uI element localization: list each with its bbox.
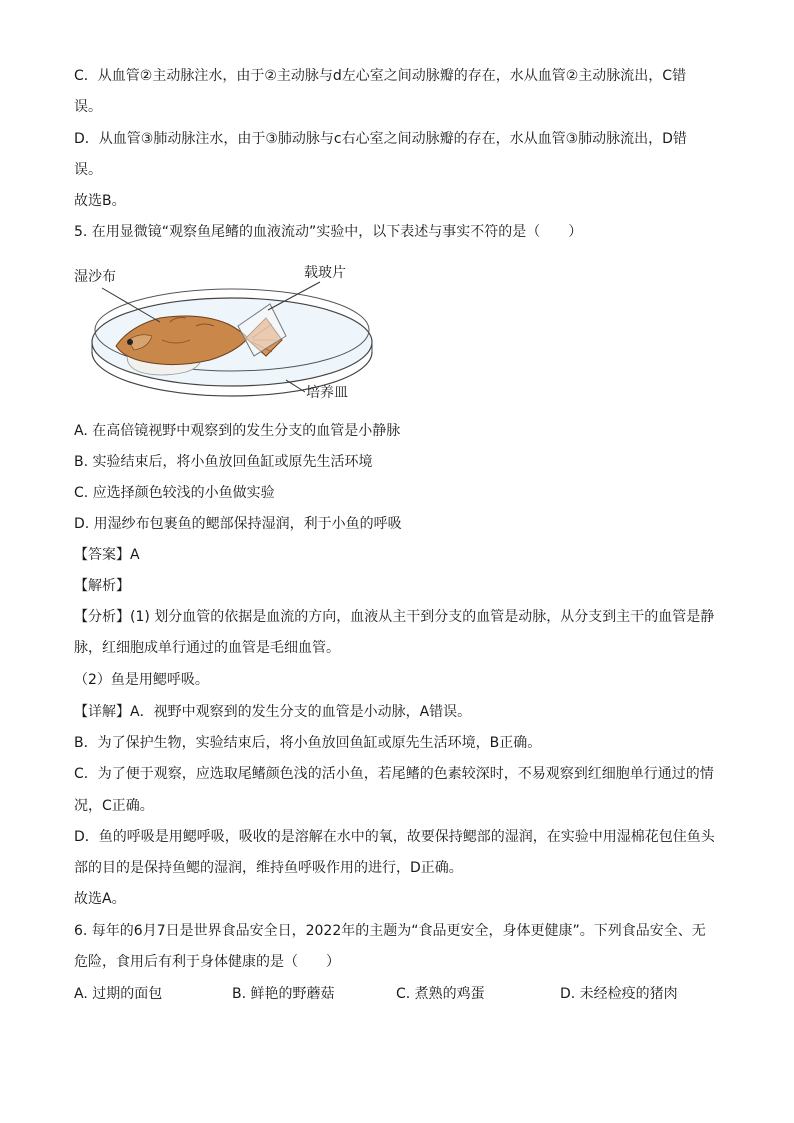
q6-option-d: D. 未经检疫的猪肉 [560,986,678,1002]
analysis-line: 部的目的是保持鱼鳃的湿润，维持鱼呼吸作用的进行，D正确。 [74,860,463,876]
wet-gauze-label: 湿沙布 [74,269,116,285]
petri-dish-label: 培养皿 [306,385,348,401]
text-line: D．从血管③肺动脉注水，由于③肺动脉与c右心室之间动脉瓣的存在，水从血管③肺动脉流出，D错 [74,131,687,147]
q6-option-a: A. 过期的面包 [74,986,163,1002]
analysis-line: （2）鱼是用鳃呼吸。 [74,672,209,688]
analysis-line: 脉，红细胞成单行通过的血管是毛细血管。 [74,640,340,656]
q6-option-c: C. 煮熟的鸡蛋 [396,986,485,1002]
analysis-line: 故选A。 [74,891,126,907]
analysis-heading: 【解析】 [74,578,130,594]
analysis-line: B．为了保护生物，实验结束后，将小鱼放回鱼缸或原先生活环境，B正确。 [74,735,542,751]
analysis-line: D．鱼的呼吸是用鳃呼吸，吸收的是溶解在水中的氧，故要保持鳃部的湿润，在实验中用湿棉花包住鱼头 [74,829,715,845]
analysis-line: C．为了便于观察，应选取尾鳍颜色浅的活小鱼，若尾鳍的色素较深时，不易观察到红细胞单行通过的情 [74,766,714,782]
text-line: 误。 [74,99,102,115]
question-6-stem-cont: 危险，食用后有利于身体健康的是（ ） [74,954,340,970]
answer-label: 【答案】A [74,547,140,563]
q5-option-b: B. 实验结束后，将小鱼放回鱼缸或原先生活环境 [74,454,373,470]
q5-option-a: A. 在高倍镜视野中观察到的发生分支的血管是小静脉 [74,423,401,439]
q6-option-b: B. 鲜艳的野蘑菇 [232,986,335,1002]
question-6-stem: 6. 每年的6月7日是世界食品安全日，2022年的主题为“食品更安全，身体更健康”。下列食品安全、无 [74,923,706,939]
question-5-stem: 5. 在用显微镜“观察鱼尾鳍的血液流动”实验中，以下表述与事实不符的是（ ） [74,224,583,240]
text-line: 误。 [74,162,102,178]
text-line: 故选B。 [74,193,126,209]
analysis-line: 【分析】(1) 划分血管的依据是血流的方向，血液从主干到分支的血管是动脉，从分支到主干的血管是静 [74,609,715,625]
q5-option-d: D. 用湿纱布包裹鱼的鳃部保持湿润，利于小鱼的呼吸 [74,516,402,532]
q5-option-c: C. 应选择颜色较浅的小鱼做实验 [74,485,275,501]
analysis-line: 【详解】A．视野中观察到的发生分支的血管是小动脉，A错误。 [74,704,472,720]
text-line: C．从血管②主动脉注水，由于②主动脉与d左心室之间动脉瓣的存在，水从血管②主动脉流出，C错 [74,68,687,84]
analysis-line: 况，C正确。 [74,798,154,814]
slide-label: 载玻片 [304,265,346,281]
